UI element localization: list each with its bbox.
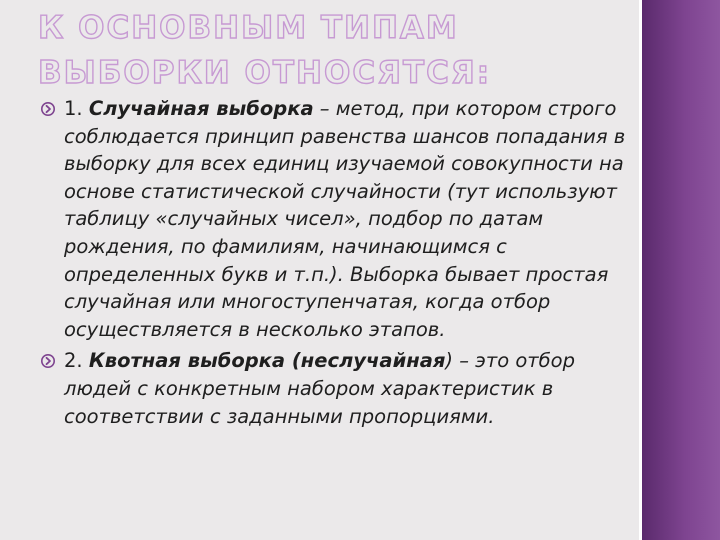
slide-title: К ОСНОВНЫМ ТИПАМ ВЫБОРКИ ОТНОСЯТСЯ: (38, 10, 492, 91)
item-term: Случайная выборка (88, 97, 314, 120)
item-number: 1. (64, 97, 83, 120)
circle-arrow-bullet-icon (40, 101, 56, 117)
bullet-list (44, 95, 644, 430)
item-number: 2. (64, 349, 83, 373)
list-item (44, 347, 644, 430)
list-item (44, 95, 644, 343)
circle-arrow-bullet-icon (40, 353, 56, 369)
item-term: Квотная выборка (неслучайная (88, 349, 446, 373)
item-text: ) – это отбор людей с конкретным набором характеристик в соответствии с заданными пропорциями. (64, 349, 575, 428)
item-text: – метод, при котором строго соблюдается принцип равенства шансов попадания в выборку для всех единиц изучаемой совокупности на основе статистической случайности (тут используют таблицу «случайных чисел», подбор по датам рождения, по фамилиям, начинающимся с определенных букв и т.п.). Выборка бывает простая случайная или многоступенчатая, когда отбор осуществляется в несколько этапов. (64, 97, 626, 341)
side-accent-bar (642, 0, 720, 540)
